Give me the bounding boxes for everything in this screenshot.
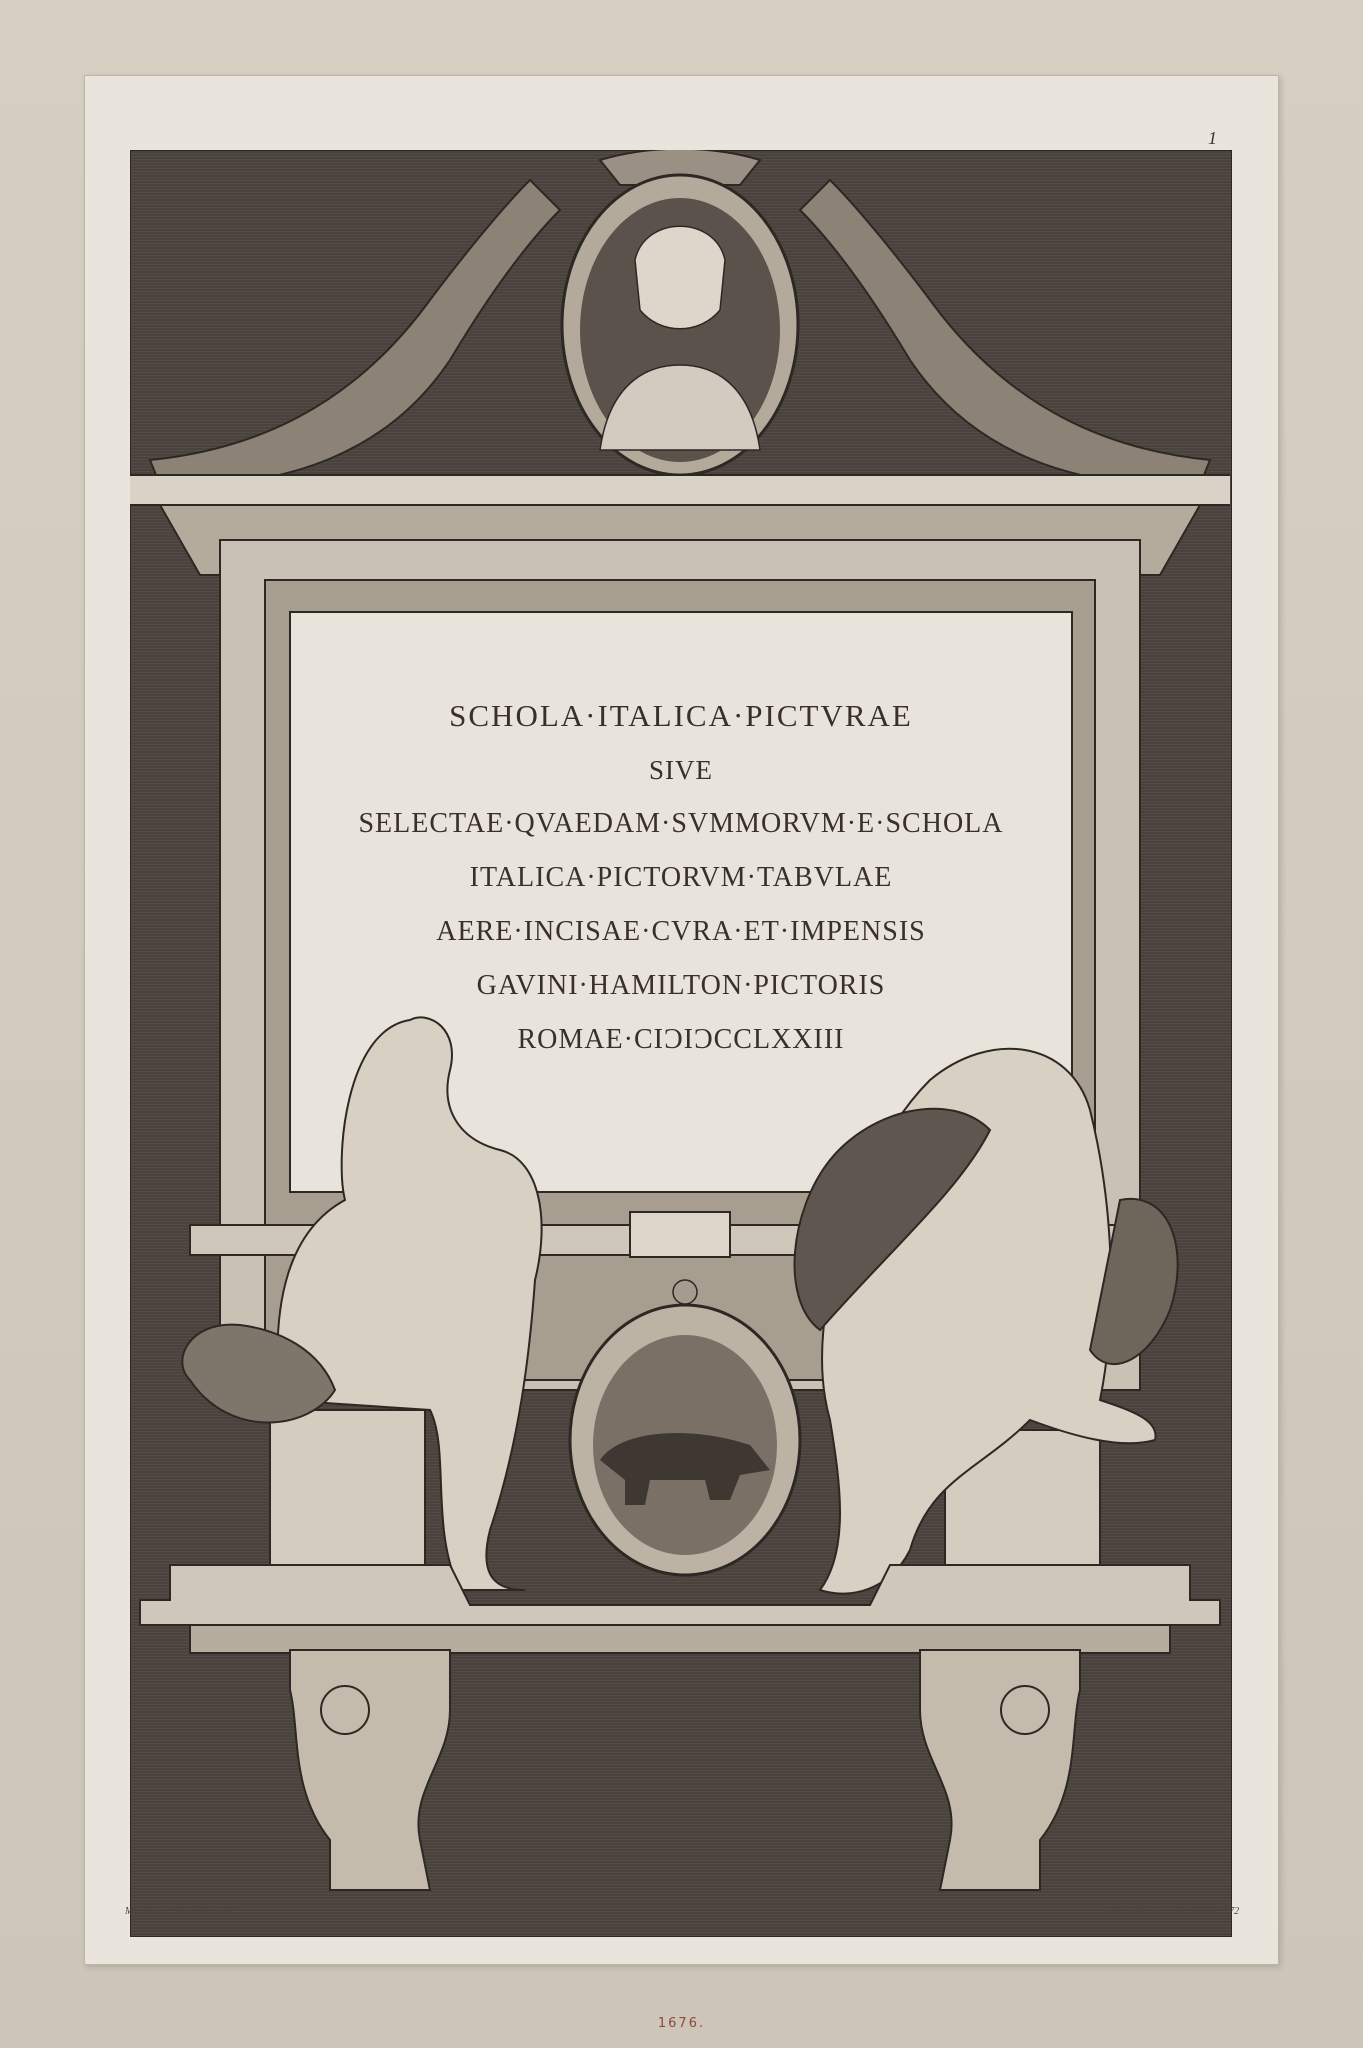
inscription-line: AERE·INCISAE·CVRA·ET·IMPENSIS	[436, 916, 926, 947]
minerva-bust-icon	[635, 226, 725, 329]
left-console-bracket	[290, 1650, 450, 1890]
inscription-line: ROMAE·CIƆIƆCCLXXIII	[517, 1024, 845, 1055]
right-console-bracket	[920, 1650, 1080, 1890]
keystone	[630, 1212, 730, 1257]
inscription-line: ITALICA·PICTORVM·TABVLAE	[469, 862, 893, 893]
right-laurel-garland	[800, 180, 1210, 485]
inscription-line: SIVE	[649, 755, 713, 785]
mask-ornament-icon	[673, 1280, 697, 1304]
inscription-text-block	[290, 615, 1072, 1195]
plate-number: 1	[1208, 128, 1217, 148]
catalogue-number: 1676.	[657, 2016, 706, 2031]
inscription-line: SELECTAE·QVAEDAM·SVMMORVM·E·SCHOLA	[358, 808, 1004, 839]
top-cornice	[130, 475, 1230, 505]
left-laurel-garland	[150, 180, 560, 485]
left-pedestal	[270, 1410, 425, 1570]
engraver-credit: Joseph Perini sculp. Romae 1772	[1105, 1906, 1240, 1917]
painter-credit: Michelang. Bonaroti pinxit	[125, 1906, 234, 1917]
inscription-line-title: SCHOLA·ITALICA·PICTVRAE	[449, 698, 913, 733]
inscription-line: GAVINI·HAMILTON·PICTORIS	[476, 970, 886, 1001]
base-fascia	[190, 1625, 1170, 1653]
